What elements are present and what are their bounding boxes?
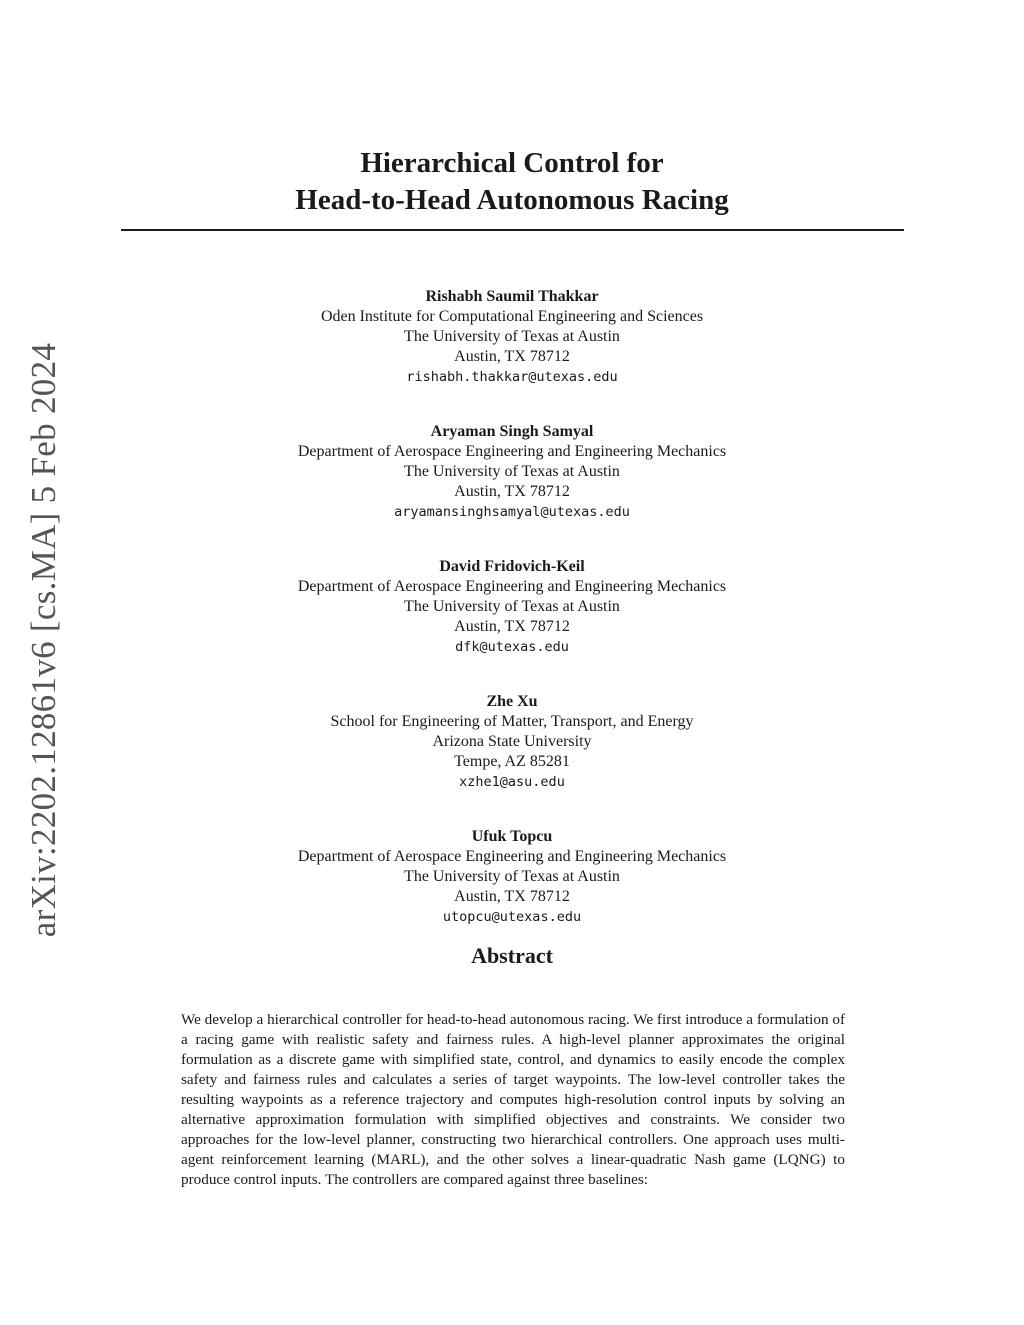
author-email[interactable]: xzhe1@asu.edu: [459, 774, 565, 790]
author-name: Ufuk Topcu: [471, 828, 553, 845]
author-location: Tempe, AZ 85281: [454, 753, 570, 770]
author-block: [0, 422, 1024, 523]
arxiv-identifier: arXiv:2202.12861v6 [cs.MA] 5 Feb 2024: [24, 342, 63, 938]
author-list: [0, 287, 1024, 962]
paper-title: [0, 145, 1024, 219]
title-line-2: Head-to-Head Autonomous Racing: [295, 184, 729, 216]
author-name: Aryaman Singh Samyal: [430, 423, 594, 440]
author-block: [0, 692, 1024, 793]
author-block: [0, 287, 1024, 388]
author-institution: The University of Texas at Austin: [404, 328, 620, 345]
author-email[interactable]: aryamansinghsamyal@utexas.edu: [394, 504, 630, 520]
title-line-1: Hierarchical Control for: [360, 147, 664, 179]
author-email[interactable]: dfk@utexas.edu: [455, 639, 569, 655]
abstract-heading: Abstract: [471, 943, 553, 968]
abstract-text: We develop a hierarchical controller for head-to-head autonomous racing. We first introduce a formulation of a racing game with realistic safety and fairness rules. A high-level planner approximates the original formulation as a discrete game with simplified state, control, and dynamics to easily encode the complex safety and fairness rules and calculates a series of target waypoints. The low-level controller takes the resulting waypoints as a reference trajectory and computes high-resolution control inputs by solving an alternative approximation formulation with simplified objectives and constraints. We consider two approaches for the low-level planner, constructing two hierarchical controllers. One approach uses multi-agent reinforcement learning (MARL), and the other solves a linear-quadratic Nash game (LQNG) to produce control inputs. The controllers are compared against three baselines:: [181, 1011, 845, 1188]
author-name: David Fridovich-Keil: [439, 558, 585, 575]
author-affiliation: Department of Aerospace Engineering and Engineering Mechanics: [297, 578, 727, 595]
author-location: Austin, TX 78712: [454, 483, 570, 500]
author-email[interactable]: rishabh.thakkar@utexas.edu: [406, 369, 618, 385]
title-divider: [121, 229, 904, 231]
author-name: Zhe Xu: [486, 693, 538, 710]
author-location: Austin, TX 78712: [454, 348, 570, 365]
author-institution: Arizona State University: [432, 733, 592, 750]
author-email[interactable]: utopcu@utexas.edu: [442, 909, 582, 925]
author-institution: The University of Texas at Austin: [404, 868, 620, 885]
author-affiliation: School for Engineering of Matter, Transport, and Energy: [330, 713, 694, 730]
author-affiliation: Department of Aerospace Engineering and Engineering Mechanics: [297, 443, 727, 460]
author-affiliation: Oden Institute for Computational Engineering and Sciences: [320, 308, 704, 325]
author-block: [0, 827, 1024, 928]
author-institution: The University of Texas at Austin: [404, 598, 620, 615]
author-name: Rishabh Saumil Thakkar: [425, 288, 599, 305]
author-affiliation: Department of Aerospace Engineering and Engineering Mechanics: [297, 848, 727, 865]
author-block: [0, 557, 1024, 658]
author-location: Austin, TX 78712: [454, 618, 570, 635]
author-institution: The University of Texas at Austin: [404, 463, 620, 480]
author-location: Austin, TX 78712: [454, 888, 570, 905]
